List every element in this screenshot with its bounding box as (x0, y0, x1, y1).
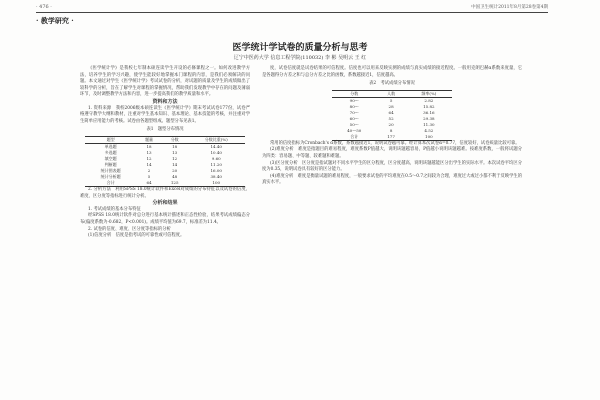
table-cell: 20 (388, 121, 394, 127)
table-cell: 13 (146, 149, 152, 155)
table-cell: 合计 (350, 133, 359, 139)
table-row (332, 104, 452, 110)
table-header-row (332, 90, 452, 97)
table-cell: 28 (388, 103, 394, 109)
table-cell: 4.52 (424, 127, 434, 133)
results-subheading-3: (1)信度分析 信度是指考试的可靠性或可信程度。 (88, 233, 185, 239)
table-cell: 统计图表题 (100, 167, 121, 173)
table-cell: 40～50 (347, 127, 362, 133)
table-cell: 10.40 (210, 149, 222, 155)
table-cell: 9.60 (211, 155, 221, 161)
table-cell: 52 (388, 115, 394, 121)
journal-header: 中国卫生统计2011年8月第28卷第4期 (471, 5, 548, 10)
table-cell: 50～ (349, 121, 359, 127)
table-header-cell: 分数比重(%) (204, 136, 228, 142)
table-cell: 14.40 (210, 143, 222, 149)
difficulty-analysis-paragraph: (4)难度分析 难度是衡量试题的难易程度，一般要求试卷的平均难度在0.5～0.7之间较为合理，难度过大或过小都不利于反映学生的真实水平。 (262, 173, 522, 186)
section-heading-materials: 资料和方法 (152, 98, 178, 105)
table-cell: 14 (146, 161, 152, 167)
question-type-table (85, 136, 245, 187)
table-cell: 14 (172, 161, 178, 167)
table-cell: 统计分析题 (100, 173, 121, 179)
results-paragraph: 经SPSS 18.0统计软件对总分进行基本统计描述和正态性检验，结果考试成绩偏态分布(偏度系数为-0.682，P<0.001)。成绩平均值为69.7，标准差为11.4。 (80, 213, 250, 225)
table-cell: 18 (146, 143, 152, 149)
results-subheading-2: 2. 试卷的信度、难度、区分度等指标的分析 (88, 226, 171, 232)
results-subheading-1: 1. 考试成绩的基本分布特征 (88, 206, 141, 212)
table-cell: 125 (170, 179, 179, 185)
table-cell: 60～ (349, 115, 359, 121)
table-cell: 16.00 (210, 167, 222, 173)
table2-caption: 表2 考试成绩分布情况 (369, 81, 415, 87)
left-column (80, 66, 250, 240)
reliability-paragraph: 度，试卷信度就是试卷结果的可信程度。信度也可以用来反映实测的成绩与真实成绩的接近程度。一般用克朗巴赫α系数来度量，它是各题得分方差之和与总分方差之比的函数，系数越接近1，信度越高。 (262, 66, 522, 78)
table-header-cell: 题量 (145, 136, 154, 142)
table-row (332, 110, 452, 116)
difficulty-paragraph: (2)难度分析 难度是指题目的难易程度，难度系数P值越大，说明该题越容易，P值越小说明该题越难。按难度系数，一般将试题分为四类：容易题、中等题、较难题和难题。 (262, 147, 522, 159)
table-cell: 36.16 (423, 109, 435, 115)
table-row (85, 180, 245, 187)
table-cell: 100 (425, 133, 433, 139)
table-header-cell: 人数 (387, 90, 396, 96)
table-cell: 18 (172, 143, 178, 149)
table-cell: 48 (172, 173, 178, 179)
table-cell: 12 (146, 155, 152, 161)
table-cell: 177 (387, 133, 395, 139)
section-label: · 教学研究 · (36, 16, 74, 25)
header-rule (36, 12, 548, 13)
table-cell: 15.82 (423, 103, 435, 109)
page-number: · 476 · (36, 4, 52, 10)
table-cell: 8 (389, 127, 393, 133)
table-cell: 38.40 (210, 173, 222, 179)
table-cell: 29.38 (423, 115, 435, 121)
discrimination-paragraph: (3)区分度分析 区分度是指试题对不同水平学生的区分程度，区分度越高，说明该题越能区分出学生的实际水平。本次试卷平均区分度为0.35，说明试卷具有较好的区分能力。 (262, 160, 522, 173)
table-cell: 64 (146, 179, 152, 185)
table-cell: 90～ (349, 97, 359, 103)
table-cell: 多选题 (104, 149, 117, 155)
table-cell: 2 (147, 167, 151, 173)
section-heading-results: 分析和结果 (152, 200, 178, 207)
right-column (262, 66, 522, 187)
table-cell: 填空题 (104, 155, 117, 161)
table-cell: 13 (172, 149, 178, 155)
data-source-paragraph: 1. 资料来源 我校2006级本硕连读生《医学统计学》期末考试试卷177份，试卷严格遵守教学大纲和教材，注重对学生基本知识、基本理论、基本技能的考核，并注重对学生简单应用能力的考核。试卷由各题型组成。题型分布见表1。 (80, 105, 250, 124)
table-cell: 单选题 (104, 143, 117, 149)
table1-caption: 表1 题型分布情况 (146, 127, 184, 133)
cronbach-paragraph: 常用的信度指标为Cronbach's α系数，系数越接近1，说明试卷越可靠。经计算本次试卷α=0.77，信度较好，试卷质量比较可靠。 (270, 140, 520, 146)
table-cell: 80～ (349, 103, 359, 109)
score-distribution-table (332, 90, 452, 141)
article-title: 医学统计学试卷的质量分析与思考 (232, 43, 368, 53)
table-row (332, 134, 452, 141)
table-row (332, 116, 452, 122)
table-cell: 100 (212, 179, 221, 185)
table-cell: 2.82 (424, 97, 434, 103)
table-cell: 5 (389, 97, 393, 103)
table-header-cell: 分数 (350, 90, 359, 96)
table-cell: 64 (388, 109, 394, 115)
table-header-cell: 题型 (106, 136, 115, 142)
table-row (332, 122, 452, 128)
table-header-row (85, 136, 245, 143)
table-header-cell: 频率(%) (421, 90, 437, 96)
table-cell: 11.20 (210, 161, 222, 167)
table-cell: 判断题 (104, 161, 117, 167)
table-cell: 5 (147, 173, 151, 179)
table-cell: 70～ (349, 109, 359, 115)
method-paragraph: 2. 分析方法 利用SPSS 18.0统计软件和Excel对成绩的分布特征以及试卷的信度、难度、区分度等指标进行统计分析。 (80, 186, 250, 199)
article-authors: 辽宁中医药大学 信息工程学院(110032) 李 彬 吴明云 王 红 (233, 55, 367, 61)
table-cell: 20 (172, 167, 178, 173)
table-cell: 合计 (106, 179, 115, 185)
table-cell: 12 (172, 155, 178, 161)
intro-paragraph: 《医学统计学》是我校七年制本硕连读学生开设的必修课程之一。如何改进教学方法，培养学生的学习兴趣，使学生能较好地掌握本门课程的内容，是我们必须解决的问题。本文通过对学生《医学统计学》考试试卷的分析，对试题的质量及学生的成绩做出了较科学的分析，旨在了解学生对课程的掌握情况，帮助我们发现教学中存在的问题及薄弱环节，及时调整教学方法和内容，进一步提高我们的教学质量和水平。 (80, 66, 250, 98)
table-header-cell: 分数 (170, 136, 179, 142)
table-cell: 11.30 (423, 121, 435, 127)
